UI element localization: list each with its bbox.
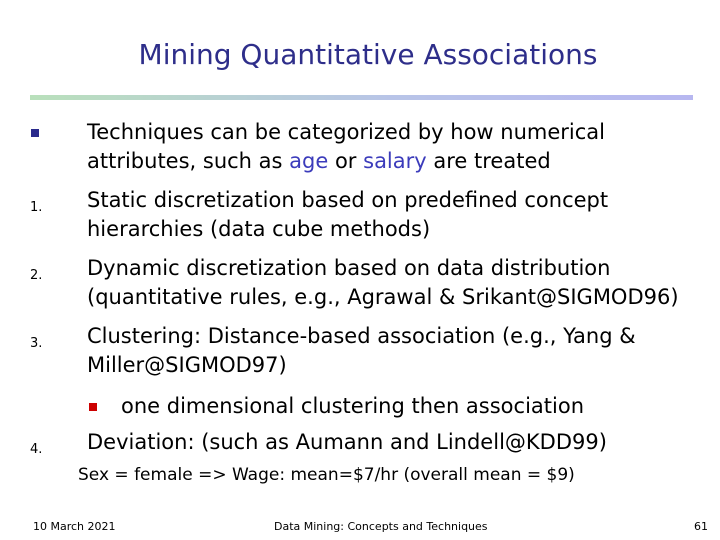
bullet-square-icon bbox=[31, 129, 39, 137]
intro-text-fragment: attributes, such as bbox=[87, 149, 290, 173]
list-item-line: hierarchies (data cube methods) bbox=[87, 217, 431, 241]
item-number-3: 3. bbox=[30, 336, 43, 351]
intro-text bbox=[87, 118, 605, 176]
example-note: Sex = female => Wage: mean=$7/hr (overall mean = $9) bbox=[78, 465, 575, 485]
list-item-2 bbox=[87, 254, 679, 312]
item-number-2: 2. bbox=[30, 268, 43, 283]
item-number-4: 4. bbox=[30, 442, 43, 457]
age-term: age bbox=[289, 149, 329, 173]
list-item-1 bbox=[87, 186, 608, 244]
footer-date: 10 March 2021 bbox=[33, 520, 116, 533]
salary-term: salary bbox=[363, 149, 427, 173]
list-item-line: Dynamic discretization based on data distribution bbox=[87, 256, 611, 280]
list-item-line: Static discretization based on predefined concept bbox=[87, 188, 609, 212]
sub-bullet-square-icon bbox=[89, 403, 97, 411]
item-number-1: 1. bbox=[30, 200, 43, 215]
intro-text-fragment: or bbox=[328, 149, 364, 173]
list-item-line: Miller@SIGMOD97) bbox=[87, 353, 287, 377]
intro-text-fragment: are treated bbox=[426, 149, 551, 173]
list-item-4 bbox=[87, 428, 607, 457]
intro-line-1: Techniques can be categorized by how numerical bbox=[87, 120, 605, 144]
intro-line-2 bbox=[87, 147, 605, 176]
list-item-line: Deviation: (such as Aumann and Lindell@KDD99) bbox=[87, 430, 607, 454]
footer-course-title: Data Mining: Concepts and Techniques bbox=[274, 520, 488, 533]
title-divider bbox=[30, 95, 693, 100]
slide-title: Mining Quantitative Associations bbox=[138, 38, 598, 71]
list-item-line: (quantitative rules, e.g., Agrawal & Srikant@SIGMOD96) bbox=[87, 285, 679, 309]
list-item-line: Clustering: Distance-based association (e.g., Yang & bbox=[87, 324, 636, 348]
list-item-3 bbox=[87, 322, 636, 380]
footer-page-number: 61 bbox=[694, 520, 708, 533]
sub-bullet-text: one dimensional clustering then association bbox=[121, 394, 585, 418]
